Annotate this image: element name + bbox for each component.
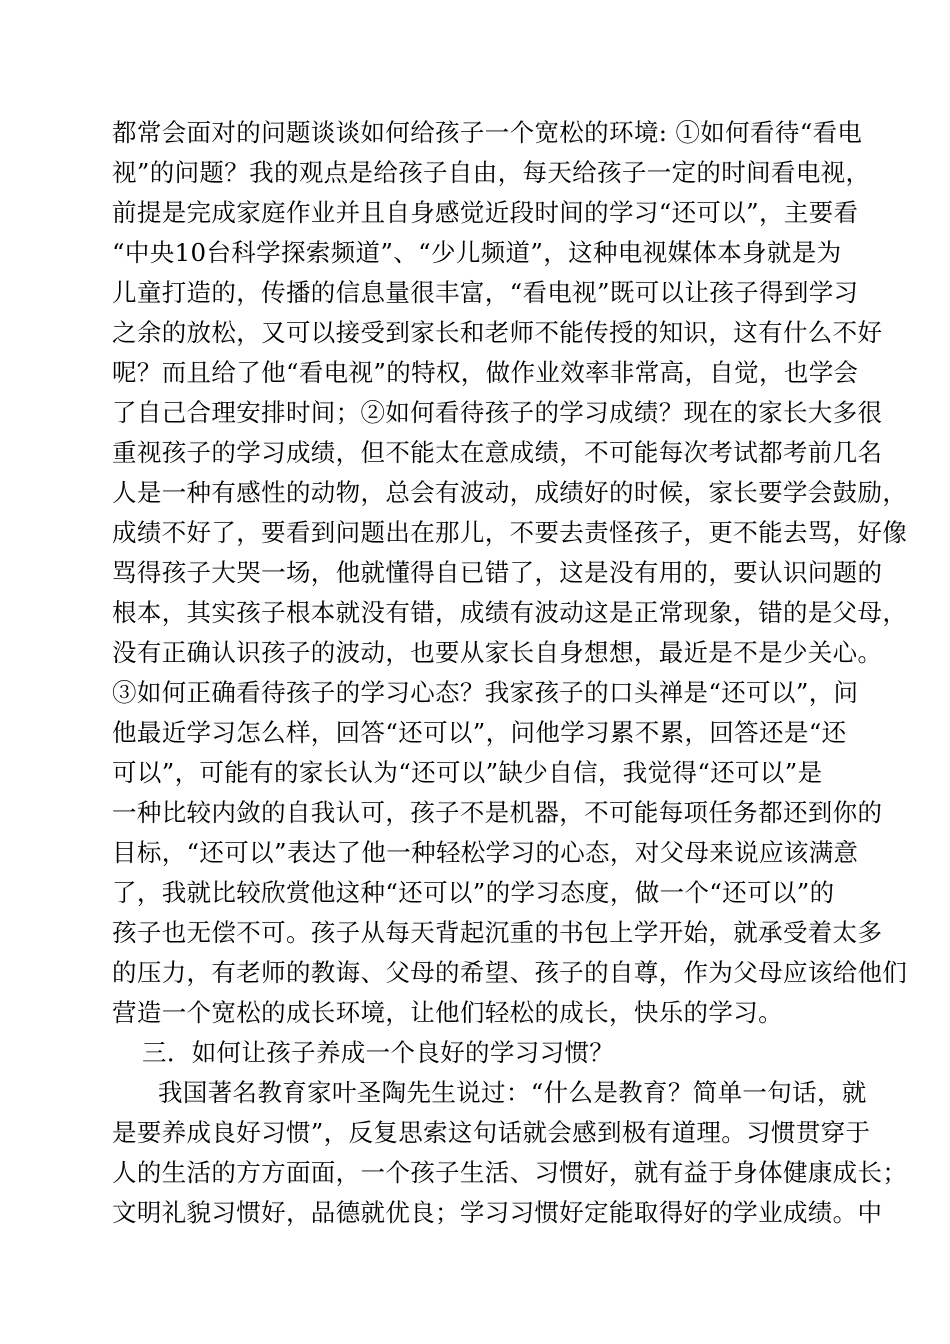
text-line: “中央10台科学探索频道”、“少儿频道”，这种电视媒体本身就是为	[112, 238, 842, 267]
text-line: 根本，其实孩子根本就没有错，成绩有波动这是正常现象，错的是父母，	[112, 598, 908, 627]
text-line: 之余的放松，又可以接受到家长和老师不能传授的知识，这有什么不好	[112, 318, 883, 347]
text-line: 人是一种有感性的动物，总会有波动，成绩好的时候，家长要学会鼓励，	[112, 478, 908, 507]
text-line: 重视孩子的学习成绩，但不能太在意成绩，不可能每次考试都考前几名	[112, 438, 883, 467]
text-line: 视”的问题？我的观点是给孩子自由，每天给孩子一定的时间看电视，	[112, 158, 871, 187]
text-line: 一种比较内敛的自我认可，孩子不是机器，不可能每项任务都还到你的	[112, 798, 883, 827]
text-line: 没有正确认识孩子的波动，也要从家长自身想想，最近是不是少关心。	[112, 638, 883, 667]
paragraph-first-line: 我国著名教育家叶圣陶先生说过：“什么是教育？简单一句话，就	[158, 1078, 867, 1107]
text-line: 人的生活的方方面面，一个孩子生活、习惯好，就有益于身体健康成长；	[112, 1158, 908, 1187]
text-line: ③如何正确看待孩子的学习心态？我家孩子的口头禅是“还可以”，问	[112, 678, 859, 707]
text-line: 营造一个宽松的成长环境，让他们轻松的成长，快乐的学习。	[112, 998, 783, 1027]
section-heading: 三．如何让孩子养成一个良好的学习习惯？	[142, 1038, 615, 1067]
text-line: 文明礼貌习惯好，品德就优良；学习习惯好定能取得好的学业成绩。中	[112, 1198, 883, 1227]
text-line: 了自己合理安排时间；②如何看待孩子的学习成绩？现在的家长大多很	[112, 398, 883, 427]
text-line: 前提是完成家庭作业并且自身感觉近段时间的学习“还可以”，主要看	[112, 198, 859, 227]
text-line: 目标，“还可以”表达了他一种轻松学习的心态，对父母来说应该满意	[112, 838, 859, 867]
text-line: 的压力，有老师的教诲、父母的希望、孩子的自尊，作为父母应该给他们	[112, 958, 908, 987]
text-line: 都常会面对的问题谈谈如何给孩子一个宽松的环境: ①如何看待“看电	[112, 118, 863, 147]
text-line: 骂得孩子大哭一场，他就懂得自已错了，这是没有用的，要认识问题的	[112, 558, 883, 587]
text-line: 是要养成良好习惯”，反复思索这句话就会感到极有道理。习惯贯穿于	[112, 1118, 871, 1147]
text-line: 呢？而且给了他“看电视”的特权，做作业效率非常高，自觉，也学会	[112, 358, 859, 387]
text-line: 可以”，可能有的家长认为“还可以”缺少自信，我觉得“还可以”是	[112, 758, 823, 787]
text-line: 他最近学习怎么样，回答“还可以”，问他学习累不累，回答还是“还	[112, 718, 847, 747]
text-line: 儿童打造的，传播的信息量很丰富，“看电视”既可以让孩子得到学习	[112, 278, 859, 307]
text-line: 成绩不好了，要看到问题出在那儿，不要去责怪孩子，更不能去骂，好像	[112, 518, 908, 547]
text-line: 了，我就比较欣赏他这种“还可以”的学习态度，做一个“还可以”的	[112, 878, 835, 907]
text-line: 孩子也无偿不可。孩子从每天背起沉重的书包上学开始，就承受着太多	[112, 918, 883, 947]
